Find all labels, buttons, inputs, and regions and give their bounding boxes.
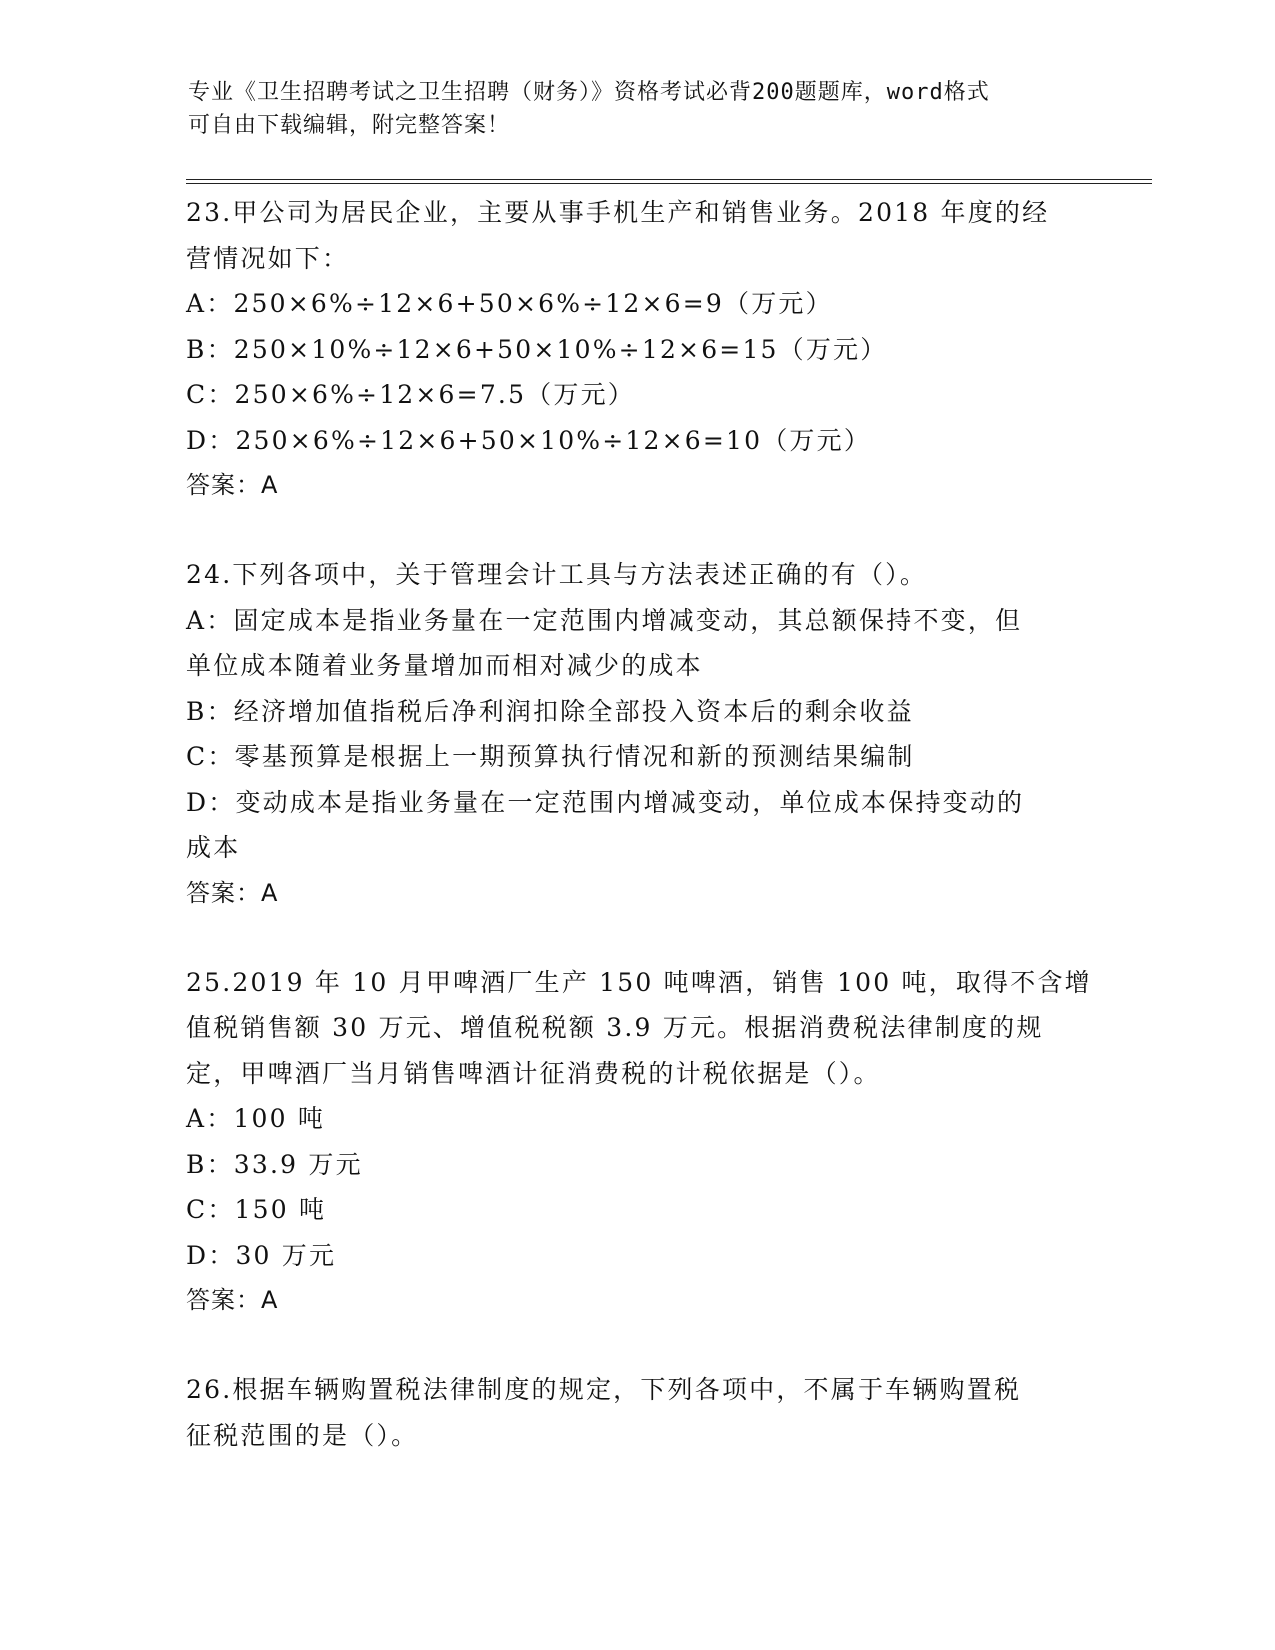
option-a: A：250×6%÷12×6+50×6%÷12×6=9（万元）	[186, 289, 833, 318]
option-d: D：30 万元	[186, 1240, 337, 1270]
question-text: 营情况如下：	[186, 243, 350, 273]
question-25	[186, 960, 1092, 1324]
header-line-2: 可自由下载编辑，附完整答案！	[188, 113, 511, 138]
option-d: D：变动成本是指业务量在一定范围内增减变动，单位成本保持变动的	[186, 787, 1025, 817]
option-d: D：250×6%÷12×6+50×10%÷12×6=10（万元）	[186, 425, 872, 455]
answer-label: 答案：A	[186, 878, 279, 907]
option-c: C：150 吨	[186, 1195, 327, 1224]
option-b: B：33.9 万元	[186, 1149, 363, 1179]
question-26	[186, 1367, 1086, 1458]
option-a-continued: 单位成本随着业务量增加而相对减少的成本	[186, 651, 703, 680]
option-c: C：250×6%÷12×6=7.5（万元）	[186, 380, 635, 409]
option-c: C：零基预算是根据上一期预算执行情况和新的预测结果编制	[186, 742, 915, 771]
question-text: 25.2019 年 10 月甲啤酒厂生产 150 吨啤酒，销售 100 吨，取得不含增	[186, 967, 1092, 997]
question-23	[186, 190, 1086, 508]
option-b: B：经济增加值指税后净利润扣除全部投入资本后的剩余收益	[186, 696, 914, 726]
question-text: 值税销售额 30 万元、增值税税额 3.9 万元。根据消费税法律制度的规	[186, 1013, 1044, 1042]
question-list	[186, 190, 1092, 1458]
question-text: 征税范围的是（）。	[186, 1420, 419, 1450]
answer-label: 答案：A	[186, 1286, 279, 1314]
question-text: 24.下列各项中，关于管理会计工具与方法表述正确的有（）。	[186, 560, 928, 589]
header-divider-top	[186, 179, 1152, 180]
option-a: A：100 吨	[186, 1104, 326, 1133]
header-line-1: 专业《卫生招聘考试之卫生招聘（财务）》资格考试必背200题题库，word格式	[188, 80, 990, 105]
option-a: A：固定成本是指业务量在一定范围内增减变动，其总额保持不变，但	[186, 605, 1023, 635]
document-header	[188, 76, 1088, 142]
question-text: 定，甲啤酒厂当月销售啤酒计征消费税的计税依据是（）。	[186, 1058, 881, 1088]
question-24	[186, 552, 1086, 916]
option-b: B：250×10%÷12×6+50×10%÷12×6=15（万元）	[186, 334, 888, 364]
answer-label: 答案：A	[186, 471, 279, 499]
option-d-continued: 成本	[186, 833, 241, 862]
header-divider-bottom	[186, 183, 1152, 184]
question-text: 26.根据车辆购置税法律制度的规定，下列各项中，不属于车辆购置税	[186, 1375, 1022, 1404]
question-text: 23.甲公司为居民企业，主要从事手机生产和销售业务。2018 年度的经	[186, 198, 1050, 227]
